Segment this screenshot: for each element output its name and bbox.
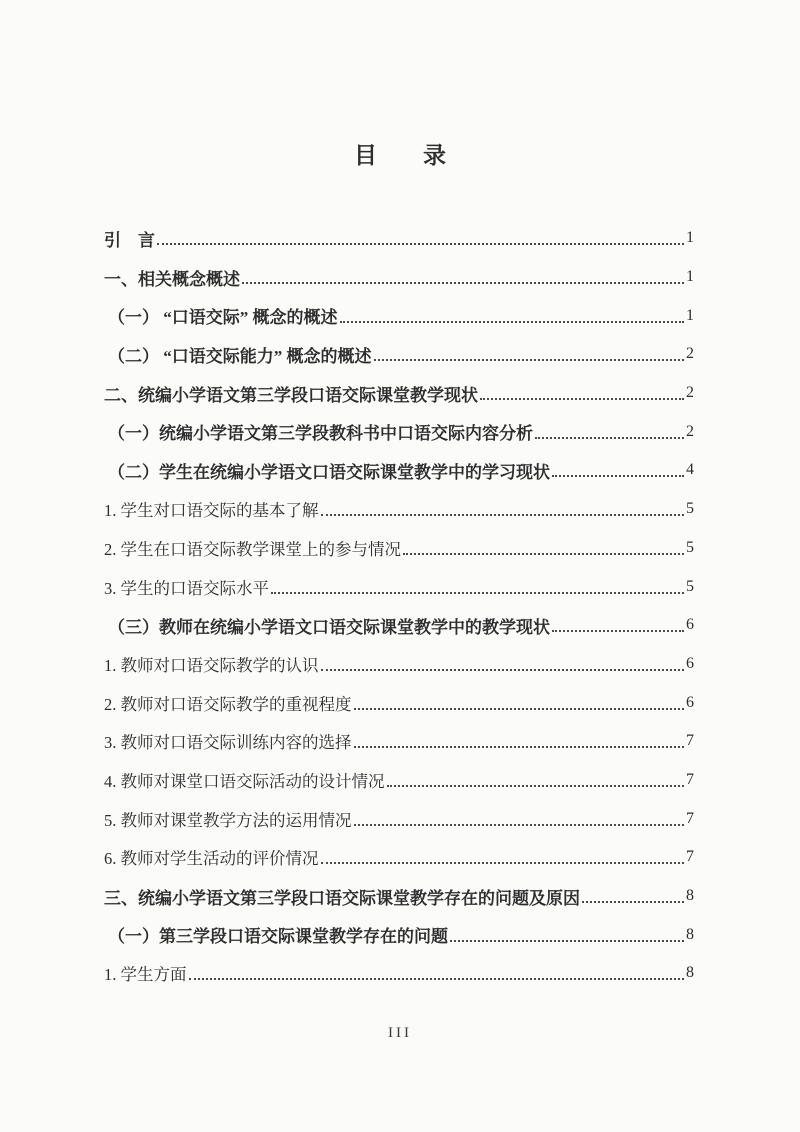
toc-entry-page-number: 6 bbox=[686, 654, 694, 672]
toc-dot-leader bbox=[354, 824, 685, 826]
toc-entry bbox=[104, 877, 694, 916]
toc-dot-leader bbox=[321, 862, 685, 864]
toc-entry bbox=[104, 451, 694, 490]
toc-entry bbox=[104, 335, 694, 374]
toc-entry-label: （一）第三学段口语交际课堂教学存在的问题 bbox=[108, 927, 448, 947]
toc-entry bbox=[104, 645, 694, 684]
toc-entry-label: （一）统编小学语文第三学段教科书中口语交际内容分析 bbox=[108, 424, 533, 444]
toc-entry-label: 1. 学生对口语交际的基本了解 bbox=[104, 501, 319, 521]
toc-dot-leader bbox=[354, 708, 685, 710]
toc-entry bbox=[104, 374, 694, 413]
page-title: 目 录 bbox=[354, 143, 446, 168]
toc-entry bbox=[104, 606, 694, 645]
toc-entry-label: （二） “口语交际能力” 概念的概述 bbox=[108, 346, 372, 366]
toc-entry-label: 6. 教师对学生活动的评价情况 bbox=[104, 849, 319, 869]
toc-entry bbox=[104, 954, 694, 993]
toc-entry-page-number: 6 bbox=[686, 693, 694, 711]
toc-entry-page-number: 1 bbox=[686, 268, 694, 286]
toc-dot-leader bbox=[480, 398, 684, 400]
toc-entry-page-number: 1 bbox=[686, 306, 694, 324]
toc-entry bbox=[104, 219, 694, 258]
toc-entry-page-number: 4 bbox=[686, 461, 694, 479]
toc-entry-page-number: 2 bbox=[686, 345, 694, 363]
toc-dot-leader bbox=[552, 630, 684, 632]
toc-dot-leader bbox=[552, 475, 684, 477]
toc-entry-label: 4. 教师对课堂口语交际活动的设计情况 bbox=[104, 771, 385, 791]
toc-entry-page-number: 2 bbox=[686, 384, 694, 402]
toc-entry bbox=[104, 915, 694, 954]
toc-entry bbox=[104, 490, 694, 529]
toc-entry-label: （三）教师在统编小学语文口语交际课堂教学中的教学现状 bbox=[108, 617, 550, 637]
toc-entry-page-number: 8 bbox=[686, 887, 694, 905]
toc-dot-leader bbox=[242, 282, 684, 284]
toc-entry-label: 三、统编小学语文第三学段口语交际课堂教学存在的问题及原因 bbox=[104, 888, 580, 908]
toc-entry-page-number: 5 bbox=[686, 500, 694, 518]
toc-entry bbox=[104, 683, 694, 722]
toc-entry bbox=[104, 761, 694, 800]
toc-dot-leader bbox=[387, 785, 685, 787]
toc-entry-label: 二、统编小学语文第三学段口语交际课堂教学现状 bbox=[104, 385, 478, 405]
toc-dot-leader bbox=[157, 243, 684, 245]
toc-entry-page-number: 6 bbox=[686, 616, 694, 634]
toc-entry bbox=[104, 296, 694, 335]
toc-entry-label: 5. 教师对课堂教学方法的运用情况 bbox=[104, 810, 352, 830]
toc-entry-label: 3. 教师对口语交际训练内容的选择 bbox=[104, 733, 352, 753]
toc-entry-page-number: 2 bbox=[686, 422, 694, 440]
toc-entry-label: 1. 教师对口语交际教学的认识 bbox=[104, 655, 319, 675]
toc-dot-leader bbox=[340, 321, 685, 323]
toc-dot-leader bbox=[403, 553, 684, 555]
toc-entry-page-number: 5 bbox=[686, 577, 694, 595]
toc-entry bbox=[104, 529, 694, 568]
toc-dot-leader bbox=[535, 437, 684, 439]
toc-dot-leader bbox=[582, 901, 684, 903]
toc-dot-leader bbox=[271, 592, 684, 594]
toc-entry bbox=[104, 258, 694, 297]
toc-entry-label: 3. 学生的口语交际水平 bbox=[104, 578, 269, 598]
toc-dot-leader bbox=[450, 940, 684, 942]
toc-entry bbox=[104, 838, 694, 877]
toc-entry-page-number: 7 bbox=[686, 770, 694, 788]
toc-entry-label: 一、相关概念概述 bbox=[104, 269, 240, 289]
toc-entry-page-number: 5 bbox=[686, 538, 694, 556]
toc-entry-page-number: 8 bbox=[686, 925, 694, 943]
toc-entry-page-number: 8 bbox=[686, 964, 694, 982]
toc-entry-label: 2. 教师对口语交际教学的重视程度 bbox=[104, 694, 352, 714]
toc-entry-label: 1. 学生方面 bbox=[104, 965, 187, 985]
toc-entry bbox=[104, 722, 694, 761]
toc-entry-label: （一） “口语交际” 概念的概述 bbox=[108, 308, 338, 328]
toc-dot-leader bbox=[374, 359, 685, 361]
toc-entry bbox=[104, 799, 694, 838]
toc-entry-label: 引 言 bbox=[104, 230, 155, 250]
toc-entry-label: （二）学生在统编小学语文口语交际课堂教学中的学习现状 bbox=[108, 462, 550, 482]
toc-dot-leader bbox=[354, 746, 685, 748]
toc-dot-leader bbox=[321, 514, 685, 516]
toc-entry-page-number: 7 bbox=[686, 809, 694, 827]
toc-entry bbox=[104, 567, 694, 606]
toc-entry-page-number: 7 bbox=[686, 848, 694, 866]
page-number-footer: III bbox=[388, 1024, 412, 1041]
toc-entry-page-number: 7 bbox=[686, 732, 694, 750]
toc-entry-page-number: 1 bbox=[686, 229, 694, 247]
toc-entry bbox=[104, 412, 694, 451]
toc-entry-label: 2. 学生在口语交际教学课堂上的参与情况 bbox=[104, 539, 401, 559]
toc-dot-leader bbox=[321, 669, 685, 671]
toc-list bbox=[0, 219, 800, 993]
toc-dot-leader bbox=[189, 978, 685, 980]
